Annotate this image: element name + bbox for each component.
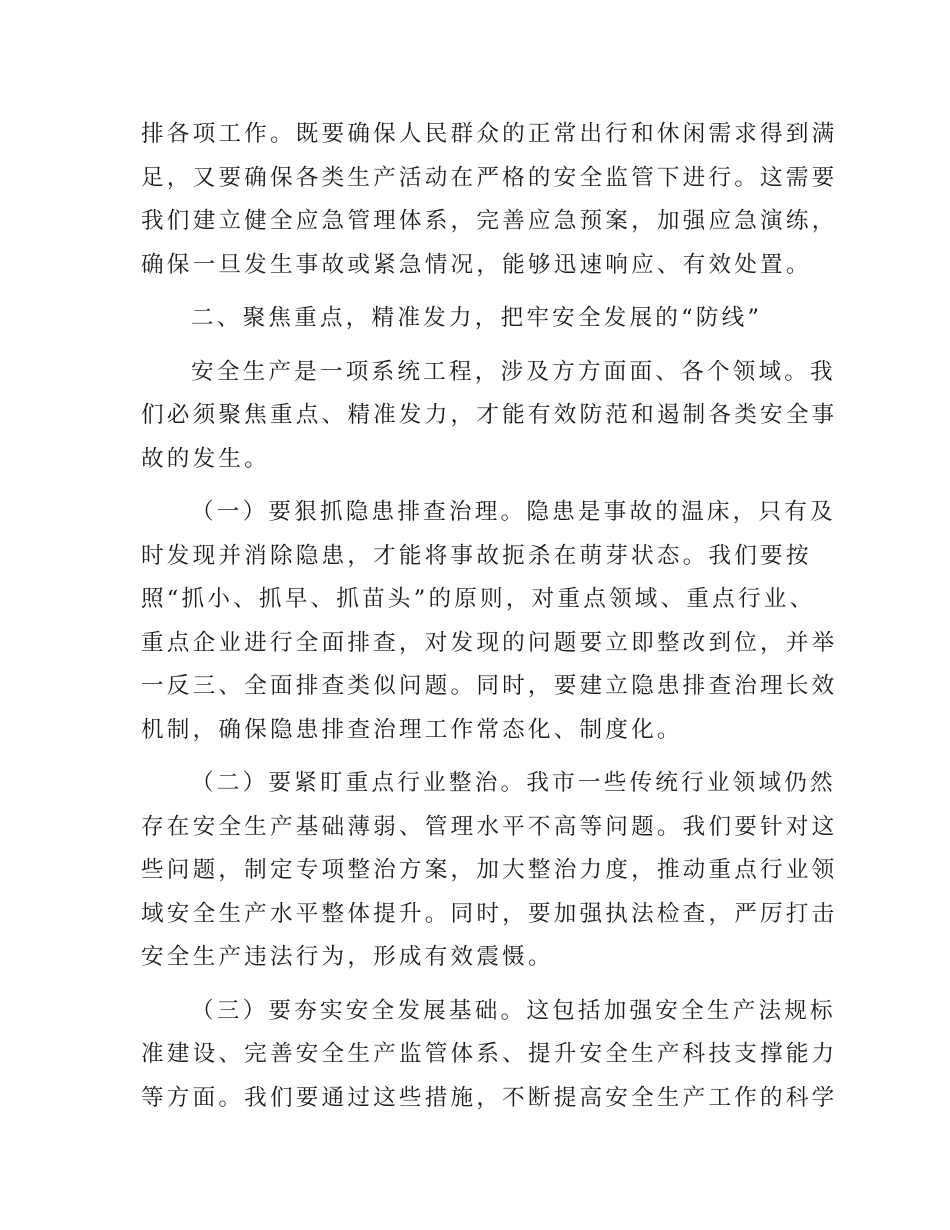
text-line: 准建设、完善安全生产监管体系、提升安全生产科技支撑能力 [141,1041,838,1067]
text-line: 重点企业进行全面排查，对发现的问题要立即整改到位，并举 [141,629,838,656]
text-line: 我们建立健全应急管理体系，完善应急预案，加强应急演练， [141,208,838,234]
paragraph-item-3 [141,990,838,1121]
text-line: 机制，确保隐患排查治理工作常态化、制度化。 [141,716,683,743]
text-line: 照“抓小、抓早、抓苗头”的原则，对重点领域、重点行业、 [141,586,816,612]
text-line: 域安全生产水平整体提升。同时，要加强执法检查，严厉打击 [141,900,838,927]
text-line: 一反三、全面排查类似问题。同时，要建立隐患排查治理长效 [141,673,838,699]
text-line: 些问题，制定专项整治方案，加大整治力度，推动重点行业领 [141,857,838,883]
paragraph-spacer [141,341,811,351]
text-line: （三）要夯实安全发展基础。这包括加强安全生产法规标 [191,997,836,1024]
text-line: 故的发生。 [141,445,270,472]
document-body [141,113,838,1120]
paragraph-spacer [141,752,811,762]
text-line: 们必须聚焦重点、精准发力，才能有效防范和遏制各类安全事 [141,402,838,428]
paragraph-item-1 [141,491,838,752]
text-line: 安全生产违法行为，形成有效震慑。 [141,944,554,970]
paragraph-spacer [141,980,811,990]
text-line: 排各项工作。既要确保人民群众的正常出行和休闲需求得到满 [141,121,838,147]
paragraph-spacer [141,481,811,491]
paragraph-continuation [141,113,838,287]
text-line: （一）要狠抓隐患排查治理。隐患是事故的温床，只有及 [191,499,836,525]
text-line: 时发现并消除隐患，才能将事故扼杀在萌芽状态。我们要按 [141,542,812,569]
section-heading [141,297,811,341]
paragraph-intro [141,351,838,482]
text-line: 存在安全生产基础薄弱、管理水平不高等问题。我们要针对这 [141,813,838,840]
heading-line: 二、聚焦重点，精准发力，把牢安全发展的“防线” [191,305,763,331]
text-line: 足，又要确保各类生产活动在严格的安全监管下进行。这需要 [141,164,838,191]
text-line: 安全生产是一项系统工程，涉及方方面面、各个领域。我 [191,358,836,385]
text-line: 等方面。我们要通过这些措施，不断提高安全生产工作的科学 [141,1084,838,1111]
paragraph-item-2 [141,762,838,980]
paragraph-spacer [141,287,811,297]
text-line: 确保一旦发生事故或紧急情况，能够迅速响应、有效处置。 [141,251,812,278]
text-line: （二）要紧盯重点行业整治。我市一些传统行业领域仍然 [191,770,836,796]
